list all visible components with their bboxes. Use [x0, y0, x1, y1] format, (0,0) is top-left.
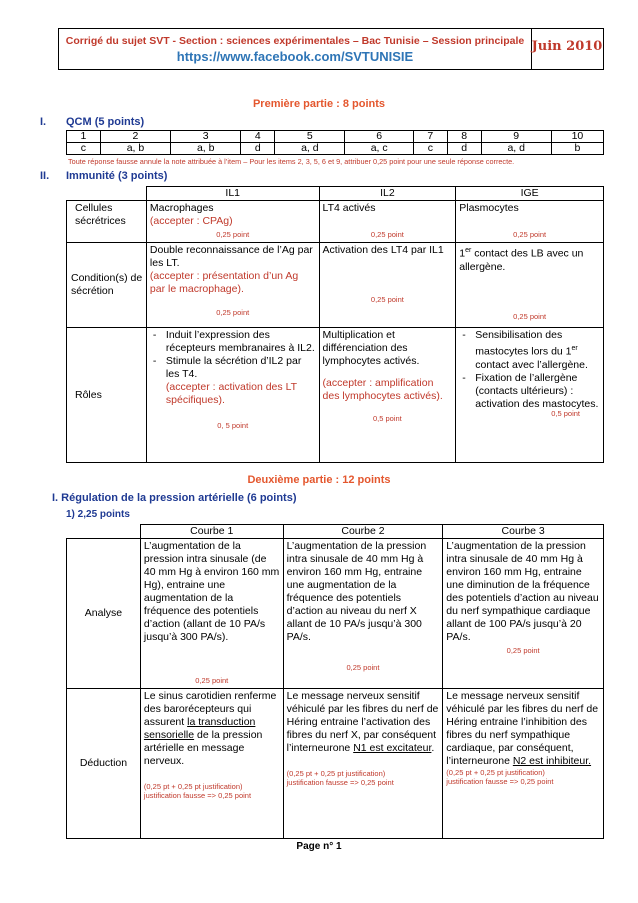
list-item: - Sensibilisation des mastocytes lors du 1er contact avec l’allergène.: [459, 329, 600, 372]
qcm-answer: d: [241, 143, 275, 155]
cell-analyse-courbe2: [283, 539, 443, 689]
cell-text: Multiplication et différenciation des lymphocytes activés.: [322, 329, 420, 367]
cell-deduction-courbe1: [140, 689, 283, 839]
qcm-item: 5: [275, 131, 345, 143]
cell-text: L’augmentation de la pression intra sinusale de 40 mm Hg à environ 160 mm Hg, entraine une diminution de la fréquence des potentiels d’action au niveau du nerf sympathique cardiaque allant de 100 PA/s jusqu’à 20 PA/s.: [446, 540, 599, 643]
list-item: - Fixation de l’allergène (contacts ultérieurs) : activation des mastocytes.: [459, 372, 600, 411]
points-label: 0,25 point: [370, 295, 404, 304]
points-label: 0,25 point: [216, 230, 250, 239]
qcm-item: 10: [551, 131, 603, 143]
qcm-answer: d: [447, 143, 481, 155]
qcm-answer: a, d: [481, 143, 551, 155]
col-header-courbe3: Courbe 3: [443, 525, 604, 539]
row-label-roles: Rôles: [67, 328, 147, 463]
cell-text: Le message nerveux sensitif véhiculé par les fibres du nerf de Héring entraine l’inhibition des fibres du nerf sympathique cardiaque, par conséquent, l’interneurone N2 est inhibiteur.: [446, 690, 599, 767]
points-label: 0,25 point: [346, 663, 380, 672]
cell-il2-cells: [319, 201, 456, 243]
col-header-il2: IL2: [319, 187, 456, 201]
regulation-heading: I. Régulation de la pression artérielle (6 points): [52, 492, 297, 504]
subquestion-heading: 1) 2,25 points: [66, 509, 130, 520]
qcm-answer: a, c: [345, 143, 413, 155]
qcm-answer: c: [413, 143, 447, 155]
cell-text: Double reconnaissance de l’Ag par les LT.: [149, 244, 313, 269]
cell-text: Le message nerveux sensitif véhiculé par les fibres du nerf de Héring entraine l’activation des fibres du nerf X, par conséquent l’interneurone N1 est excitateur.: [286, 690, 439, 754]
cell-ige-condition: [456, 243, 604, 328]
header-date: Juin 2010: [531, 39, 603, 54]
qcm-answer: a, b: [171, 143, 241, 155]
qcm-heading-num: I.: [40, 116, 47, 128]
qcm-item: 9: [481, 131, 551, 143]
qcm-items-row: [67, 131, 604, 143]
qcm-note: Toute réponse fausse annule la note attribuée à l’item – Pour les items 2, 3, 5, 6 et 9, attribuer 0,25 point pour une seule réponse correcte.: [68, 157, 515, 166]
immunity-heading: Immunité (3 points): [66, 170, 168, 182]
curves-table: [66, 524, 604, 839]
row-label-condition: Condition(s) de sécrétion: [67, 243, 147, 328]
cell-text: LT4 activés: [322, 202, 376, 214]
list-item: - Induit l’expression des récepteurs membranaires à IL2.: [150, 329, 316, 355]
cell-deduction-courbe2: [283, 689, 443, 839]
cell-text: 1er contact des LB avec un allergène.: [459, 247, 584, 273]
cell-text: Le sinus carotidien renferme des barorécepteurs qui assurent la transduction sensorielle de la pression artérielle en message nerveux.: [143, 690, 277, 767]
qcm-item: 6: [345, 131, 413, 143]
row-label-analyse: Analyse: [67, 539, 141, 689]
row-label-cells: Cellules sécrétrices: [67, 201, 147, 243]
qcm-item: 2: [100, 131, 170, 143]
accept-note: (accepter : CPAg): [149, 215, 233, 227]
points-label: justification fausse => 0,25 point: [286, 778, 394, 787]
col-header-ige: IGE: [456, 187, 604, 201]
cell-deduction-courbe3: [443, 689, 604, 839]
points-label: 0,5 point: [551, 408, 580, 418]
col-header-courbe1: Courbe 1: [140, 525, 283, 539]
qcm-answer: a, d: [275, 143, 345, 155]
points-label: 0,5 point: [372, 414, 402, 423]
cell-il1-roles: [146, 328, 319, 463]
part1-title: Première partie : 8 points: [252, 98, 386, 110]
cell-il1-cells: [146, 201, 319, 243]
points-label: 0,25 point: [513, 311, 547, 321]
qcm-heading: QCM (5 points): [66, 116, 145, 128]
accept-note: (accepter : activation des LT spécifiques).: [165, 381, 297, 406]
points-label: 0,25 point: [216, 308, 250, 317]
points-label: (0,25 pt + 0,25 pt justification): [446, 768, 545, 777]
points-label: 0, 5 point: [217, 421, 249, 430]
points-label: 0,25 point: [513, 230, 547, 239]
cell-analyse-courbe3: [443, 539, 604, 689]
points-label: justification fausse => 0,25 point: [143, 791, 252, 800]
qcm-table: [66, 130, 604, 155]
qcm-item: 8: [447, 131, 481, 143]
page-number: Page n° 1: [296, 841, 342, 852]
points-label: (0,25 pt + 0,25 pt justification): [143, 782, 243, 791]
header-subject-line: Corrigé du sujet SVT - Section : sciences expérimentales – Bac Tunisie – Session principale: [65, 35, 525, 47]
part2-title: Deuxième partie : 12 points: [247, 474, 391, 486]
list-item: - Stimule la sécrétion d’IL2 par les T4.: [150, 355, 316, 381]
qcm-answers-row: [67, 143, 604, 155]
cell-text: Activation des LT4 par IL1: [322, 244, 444, 256]
points-label: justification fausse => 0,25 point: [446, 777, 554, 786]
cell-il2-condition: [319, 243, 456, 328]
accept-note: (accepter : amplification des lymphocytes activés).: [322, 377, 443, 402]
col-header-il1: IL1: [146, 187, 319, 201]
immunity-table: [66, 186, 604, 463]
cell-ige-cells: [456, 201, 604, 243]
cell-il2-roles: [319, 328, 456, 463]
document-header: [58, 28, 604, 70]
points-label: 0,25 point: [195, 676, 229, 685]
cell-text: L’augmentation de la pression intra sinusale (de 40 mm Hg à environ 160 mm Hg), entraine une augmentation de la fréquence des potentiels d’action (allant de 10 PA/s jusqu’à 300 PA/s).: [143, 540, 280, 643]
immunity-heading-num: II.: [40, 170, 50, 182]
row-label-deduction: Déduction: [67, 689, 141, 839]
col-header-courbe2: Courbe 2: [283, 525, 443, 539]
cell-text: Plasmocytes: [459, 202, 519, 214]
qcm-answer: c: [67, 143, 101, 155]
qcm-item: 1: [67, 131, 101, 143]
cell-analyse-courbe1: [140, 539, 283, 689]
accept-note: (accepter : présentation d’un Ag par le macrophage).: [149, 270, 299, 295]
points-label: (0,25 pt + 0,25 pt justification): [286, 769, 386, 778]
qcm-item: 7: [413, 131, 447, 143]
points-label: 0,25 point: [370, 230, 404, 239]
cell-text: Macrophages: [149, 202, 214, 214]
cell-il1-condition: [146, 243, 319, 328]
points-label: 0,25 point: [506, 646, 540, 655]
qcm-answer: a, b: [100, 143, 170, 155]
qcm-item: 4: [241, 131, 275, 143]
qcm-item: 3: [171, 131, 241, 143]
cell-ige-roles: [456, 328, 604, 463]
header-url[interactable]: https://www.facebook.com/SVTUNISIE: [176, 49, 414, 64]
qcm-answer: b: [551, 143, 603, 155]
cell-text: L’augmentation de la pression intra sinusale de 40 mm Hg à environ 160 mm Hg, entraine une augmentation de la fréquence des potentiels d’action au niveau du nerf X allant de 10 PA/s jusqu’à 300 PA/s.: [286, 540, 427, 643]
